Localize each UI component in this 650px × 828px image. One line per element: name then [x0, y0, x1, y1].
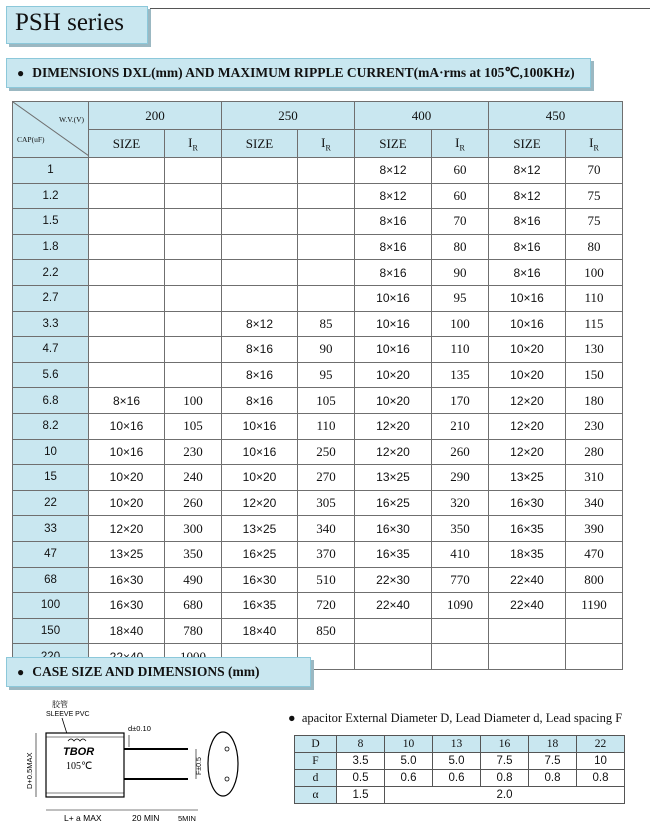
- ripple-current-cell: 280: [566, 439, 623, 465]
- ripple-current-cell: [298, 285, 355, 311]
- ir-symbol: I: [188, 134, 193, 150]
- ripple-current-cell: 110: [432, 337, 489, 363]
- lead-diameter-label: d±0.10: [128, 724, 151, 733]
- ripple-current-cell: 370: [298, 541, 355, 567]
- bullet-icon: ●: [17, 66, 25, 80]
- ripple-current-cell: 80: [432, 234, 489, 260]
- size-cell: 18×40: [222, 618, 298, 644]
- dims-row-label: F: [295, 753, 337, 770]
- size-cell: [222, 285, 298, 311]
- ripple-current-cell: 490: [165, 567, 222, 593]
- table-row: [13, 618, 623, 644]
- ripple-current-cell: 680: [165, 593, 222, 619]
- size-cell: 12×20: [489, 413, 566, 439]
- capacitance-axis-label: CAP(uF): [17, 135, 45, 144]
- ripple-current-cell: 115: [566, 311, 623, 337]
- dims-cell: 10: [577, 753, 625, 770]
- capacitance-cell: 5.6: [13, 362, 89, 388]
- ripple-current-cell: [165, 285, 222, 311]
- capacitor-end-view: [208, 732, 238, 796]
- dims-cell: 0.5: [337, 770, 385, 787]
- ripple-current-cell: 85: [298, 311, 355, 337]
- capacitor-dimension-diagram: [16, 697, 266, 825]
- size-cell: 10×20: [355, 388, 432, 414]
- dims-cell: 0.8: [481, 770, 529, 787]
- size-cell: 10×16: [222, 413, 298, 439]
- section-title-case-size: CASE SIZE AND DIMENSIONS (mm): [32, 664, 260, 679]
- ripple-current-cell: 75: [566, 209, 623, 235]
- size-cell: 12×20: [355, 439, 432, 465]
- ripple-current-cell: 60: [432, 158, 489, 184]
- alpha-value-large: 2.0: [385, 787, 625, 804]
- size-cell: 10×16: [355, 337, 432, 363]
- size-cell: 16×30: [355, 516, 432, 542]
- lead-spacing-label: F±0.5: [196, 757, 203, 775]
- voltage-header-450: 450: [489, 102, 623, 130]
- ripple-current-cell: [566, 618, 623, 644]
- table-row: [13, 593, 623, 619]
- ripple-current-cell: 800: [566, 567, 623, 593]
- size-cell: 18×40: [89, 618, 165, 644]
- ripple-current-cell: 1190: [566, 593, 623, 619]
- alpha-value-small: 1.5: [337, 787, 385, 804]
- size-cell: 16×35: [222, 593, 298, 619]
- ripple-current-cell: 110: [298, 413, 355, 439]
- size-column-header: SIZE: [489, 130, 566, 158]
- ripple-current-cell: [566, 644, 623, 670]
- ripple-current-column-header: [298, 130, 355, 158]
- dims-cell: 7.5: [529, 753, 577, 770]
- ripple-current-cell: 780: [165, 618, 222, 644]
- size-cell: 12×20: [489, 388, 566, 414]
- sleeve-label-en: SLEEVE PVC: [46, 711, 90, 718]
- size-cell: 8×16: [89, 388, 165, 414]
- section-header-dimensions: [6, 58, 591, 88]
- ripple-current-cell: 80: [566, 234, 623, 260]
- ripple-current-cell: 105: [298, 388, 355, 414]
- capacitance-cell: 3.3: [13, 311, 89, 337]
- ripple-current-cell: 70: [432, 209, 489, 235]
- size-column-header: SIZE: [222, 130, 298, 158]
- size-cell: [89, 234, 165, 260]
- size-cell: 13×25: [222, 516, 298, 542]
- ripple-current-cell: 95: [432, 285, 489, 311]
- size-cell: 10×16: [222, 439, 298, 465]
- size-cell: 8×12: [489, 158, 566, 184]
- table-row: [13, 362, 623, 388]
- ripple-current-cell: 135: [432, 362, 489, 388]
- dims-caption: [288, 711, 622, 726]
- size-cell: 8×16: [355, 234, 432, 260]
- series-title: PSH series: [15, 9, 125, 36]
- size-cell: [89, 311, 165, 337]
- size-cell: [89, 337, 165, 363]
- size-cell: 8×16: [355, 209, 432, 235]
- dims-cell: 5.0: [433, 753, 481, 770]
- size-cell: 10×16: [89, 413, 165, 439]
- ripple-current-cell: 850: [298, 618, 355, 644]
- capacitance-cell: 150: [13, 618, 89, 644]
- dims-cell: 18: [529, 736, 577, 753]
- size-cell: [222, 158, 298, 184]
- dims-row-alpha: [295, 787, 625, 804]
- ripple-current-cell: 240: [165, 465, 222, 491]
- bullet-icon: ●: [17, 665, 25, 679]
- table-row: [13, 209, 623, 235]
- temperature-label: 105℃: [66, 761, 93, 772]
- ripple-current-cell: 60: [432, 183, 489, 209]
- dims-row-label: α: [295, 787, 337, 804]
- ripple-current-cell: 75: [566, 183, 623, 209]
- size-cell: 10×16: [355, 285, 432, 311]
- capacitance-cell: 22: [13, 490, 89, 516]
- ripple-current-cell: 305: [298, 490, 355, 516]
- size-cell: 16×30: [222, 567, 298, 593]
- table-row: [13, 158, 623, 184]
- table-row: [13, 439, 623, 465]
- ripple-current-cell: 470: [566, 541, 623, 567]
- size-cell: 12×20: [355, 413, 432, 439]
- ripple-current-cell: [298, 183, 355, 209]
- capacitance-cell: 4.7: [13, 337, 89, 363]
- ripple-current-cell: 720: [298, 593, 355, 619]
- size-cell: 10×20: [89, 490, 165, 516]
- size-cell: 13×25: [89, 541, 165, 567]
- ripple-current-cell: 100: [165, 388, 222, 414]
- size-cell: [489, 618, 566, 644]
- dims-cell: 0.6: [385, 770, 433, 787]
- capacitance-cell: 1: [13, 158, 89, 184]
- length-label: L+ a MAX: [64, 813, 102, 823]
- size-cell: 10×20: [355, 362, 432, 388]
- size-cell: 18×35: [489, 541, 566, 567]
- table-row: [13, 285, 623, 311]
- ripple-current-cell: 340: [566, 490, 623, 516]
- size-cell: 16×35: [489, 516, 566, 542]
- size-cell: [89, 158, 165, 184]
- dims-cell: 13: [433, 736, 481, 753]
- size-cell: 8×12: [355, 183, 432, 209]
- ripple-current-cell: 350: [165, 541, 222, 567]
- ripple-current-cell: 290: [432, 465, 489, 491]
- dims-cell: 16: [481, 736, 529, 753]
- dims-cell: 3.5: [337, 753, 385, 770]
- size-cell: 10×16: [489, 311, 566, 337]
- lead-length-label: 20 MIN: [132, 813, 160, 823]
- dims-row-label: d: [295, 770, 337, 787]
- table-row: [13, 541, 623, 567]
- section-title-dimensions: DIMENSIONS DXL(mm) AND MAXIMUM RIPPLE CURRENT(mA·rms at 105℃,100KHz): [32, 65, 575, 80]
- ripple-current-cell: [165, 260, 222, 286]
- table-row: [13, 388, 623, 414]
- ripple-current-cell: 100: [432, 311, 489, 337]
- ripple-current-cell: [165, 311, 222, 337]
- capacitance-cell: 47: [13, 541, 89, 567]
- ripple-current-cell: 270: [298, 465, 355, 491]
- capacitance-cell: 6.8: [13, 388, 89, 414]
- bullet-icon: ●: [288, 711, 296, 725]
- capacitance-cell: 68: [13, 567, 89, 593]
- capacitance-cell: 33: [13, 516, 89, 542]
- size-cell: 16×25: [355, 490, 432, 516]
- size-cell: 10×20: [489, 337, 566, 363]
- ripple-current-cell: 150: [566, 362, 623, 388]
- size-cell: 16×25: [222, 541, 298, 567]
- ripple-current-cell: 180: [566, 388, 623, 414]
- ripple-current-cell: [432, 618, 489, 644]
- size-cell: 16×30: [89, 593, 165, 619]
- size-cell: 8×12: [222, 311, 298, 337]
- ripple-current-cell: [165, 158, 222, 184]
- corner-diagonal: [13, 102, 89, 156]
- size-cell: [89, 362, 165, 388]
- ripple-current-cell: 410: [432, 541, 489, 567]
- ripple-current-cell: [165, 362, 222, 388]
- size-cell: 12×20: [222, 490, 298, 516]
- ir-symbol: I: [589, 134, 594, 150]
- ripple-current-cell: 90: [298, 337, 355, 363]
- dims-cell: 0.6: [433, 770, 481, 787]
- dims-cell: 5.0: [385, 753, 433, 770]
- ripple-current-cell: 230: [165, 439, 222, 465]
- ripple-current-cell: 210: [432, 413, 489, 439]
- size-cell: 8×16: [222, 362, 298, 388]
- table-row: [13, 311, 623, 337]
- ripple-current-cell: [165, 234, 222, 260]
- size-cell: 8×16: [489, 209, 566, 235]
- voltage-axis-label: W.V.(V): [58, 115, 84, 124]
- dims-row: [295, 753, 625, 770]
- dims-cell: 22: [577, 736, 625, 753]
- voltage-header-250: 250: [222, 102, 355, 130]
- ir-symbol: I: [321, 134, 326, 150]
- voltage-header-200: 200: [89, 102, 222, 130]
- min5-label: 5MIN: [178, 814, 196, 823]
- size-cell: 10×16: [489, 285, 566, 311]
- size-cell: 8×12: [355, 158, 432, 184]
- ripple-current-cell: [298, 234, 355, 260]
- ripple-current-cell: [298, 209, 355, 235]
- size-cell: 13×25: [355, 465, 432, 491]
- ripple-current-cell: [165, 209, 222, 235]
- size-cell: [89, 260, 165, 286]
- ripple-current-cell: 250: [298, 439, 355, 465]
- dims-cell: 7.5: [481, 753, 529, 770]
- table-row: [13, 413, 623, 439]
- ripple-current-cell: 300: [165, 516, 222, 542]
- ripple-current-column-header: [165, 130, 222, 158]
- capacitance-cell: 1.8: [13, 234, 89, 260]
- size-column-header: SIZE: [355, 130, 432, 158]
- ripple-current-cell: [165, 183, 222, 209]
- ripple-current-cell: 260: [165, 490, 222, 516]
- ripple-current-column-header: [566, 130, 623, 158]
- ir-subscript: R: [593, 143, 599, 153]
- size-cell: 16×30: [89, 567, 165, 593]
- ripple-current-cell: [432, 644, 489, 670]
- lead-dimension-table: [294, 735, 625, 804]
- ir-subscript: R: [459, 143, 465, 153]
- capacitance-cell: 2.2: [13, 260, 89, 286]
- section-header-case-size: [6, 657, 311, 687]
- ripple-current-cell: 95: [298, 362, 355, 388]
- ripple-current-cell: 170: [432, 388, 489, 414]
- size-cell: 22×40: [489, 593, 566, 619]
- size-cell: 8×16: [222, 388, 298, 414]
- table-row: [13, 490, 623, 516]
- dims-caption-text: apacitor External Diameter D, Lead Diameter d, Lead spacing F: [301, 711, 623, 725]
- size-cell: 22×40: [355, 593, 432, 619]
- series-title-box: [6, 6, 148, 44]
- size-cell: 16×35: [355, 541, 432, 567]
- ir-subscript: R: [325, 143, 331, 153]
- size-cell: 10×16: [355, 311, 432, 337]
- table-row: [13, 567, 623, 593]
- dims-cell: 8: [337, 736, 385, 753]
- size-cell: 10×20: [489, 362, 566, 388]
- size-cell: 10×16: [89, 439, 165, 465]
- voltage-header-400: 400: [355, 102, 489, 130]
- table-row: [13, 234, 623, 260]
- dims-row-label: D: [295, 736, 337, 753]
- size-cell: [489, 644, 566, 670]
- size-cell: 8×16: [355, 260, 432, 286]
- capacitance-cell: 1.5: [13, 209, 89, 235]
- ripple-current-cell: 320: [432, 490, 489, 516]
- ripple-current-cell: 90: [432, 260, 489, 286]
- size-cell: 16×30: [489, 490, 566, 516]
- size-cell: 13×25: [489, 465, 566, 491]
- size-cell: 10×20: [89, 465, 165, 491]
- size-cell: [222, 260, 298, 286]
- ir-subscript: R: [192, 143, 198, 153]
- ir-symbol: I: [455, 134, 460, 150]
- ripple-current-cell: 230: [566, 413, 623, 439]
- size-cell: [89, 209, 165, 235]
- ripple-current-cell: 350: [432, 516, 489, 542]
- ripple-current-column-header: [432, 130, 489, 158]
- ripple-current-cell: [298, 260, 355, 286]
- capacitance-cell: 15: [13, 465, 89, 491]
- size-cell: [355, 644, 432, 670]
- capacitance-cell: 2.7: [13, 285, 89, 311]
- dims-cell: 10: [385, 736, 433, 753]
- ripple-current-cell: 310: [566, 465, 623, 491]
- ripple-current-table: [12, 101, 623, 670]
- ripple-current-cell: [298, 158, 355, 184]
- ripple-current-cell: 340: [298, 516, 355, 542]
- ripple-current-cell: 1090: [432, 593, 489, 619]
- sleeve-label-cn: 胶管: [52, 700, 68, 709]
- ripple-current-cell: 770: [432, 567, 489, 593]
- size-cell: [222, 209, 298, 235]
- capacitance-cell: 10: [13, 439, 89, 465]
- diameter-label: D+0.5MAX: [25, 752, 34, 789]
- brand-label: TBOR: [63, 746, 95, 758]
- table-row: [13, 337, 623, 363]
- ripple-current-cell: 100: [566, 260, 623, 286]
- size-cell: [355, 618, 432, 644]
- table-row: [13, 516, 623, 542]
- dims-cell: 0.8: [529, 770, 577, 787]
- table-corner-header: [13, 102, 89, 158]
- capacitance-cell: 8.2: [13, 413, 89, 439]
- ripple-current-cell: [165, 337, 222, 363]
- dims-row: [295, 736, 625, 753]
- size-column-header: SIZE: [89, 130, 165, 158]
- ripple-current-cell: 130: [566, 337, 623, 363]
- size-cell: [222, 234, 298, 260]
- ripple-current-cell: 110: [566, 285, 623, 311]
- size-cell: 8×16: [222, 337, 298, 363]
- capacitance-cell: 100: [13, 593, 89, 619]
- ripple-current-cell: 510: [298, 567, 355, 593]
- ripple-current-cell: 260: [432, 439, 489, 465]
- dims-row: [295, 770, 625, 787]
- dims-cell: 0.8: [577, 770, 625, 787]
- size-cell: [89, 285, 165, 311]
- size-cell: 10×20: [222, 465, 298, 491]
- table-row: [13, 465, 623, 491]
- size-cell: 8×12: [489, 183, 566, 209]
- capacitance-cell: 1.2: [13, 183, 89, 209]
- ripple-current-cell: 105: [165, 413, 222, 439]
- table-row: [13, 183, 623, 209]
- ripple-current-cell: 70: [566, 158, 623, 184]
- size-cell: 22×40: [489, 567, 566, 593]
- size-cell: [89, 183, 165, 209]
- table-row: [13, 260, 623, 286]
- size-cell: 22×30: [355, 567, 432, 593]
- size-cell: [222, 183, 298, 209]
- top-rule: [150, 8, 650, 9]
- size-cell: 8×16: [489, 234, 566, 260]
- ripple-current-cell: 390: [566, 516, 623, 542]
- size-cell: 12×20: [89, 516, 165, 542]
- size-cell: 8×16: [489, 260, 566, 286]
- size-cell: 12×20: [489, 439, 566, 465]
